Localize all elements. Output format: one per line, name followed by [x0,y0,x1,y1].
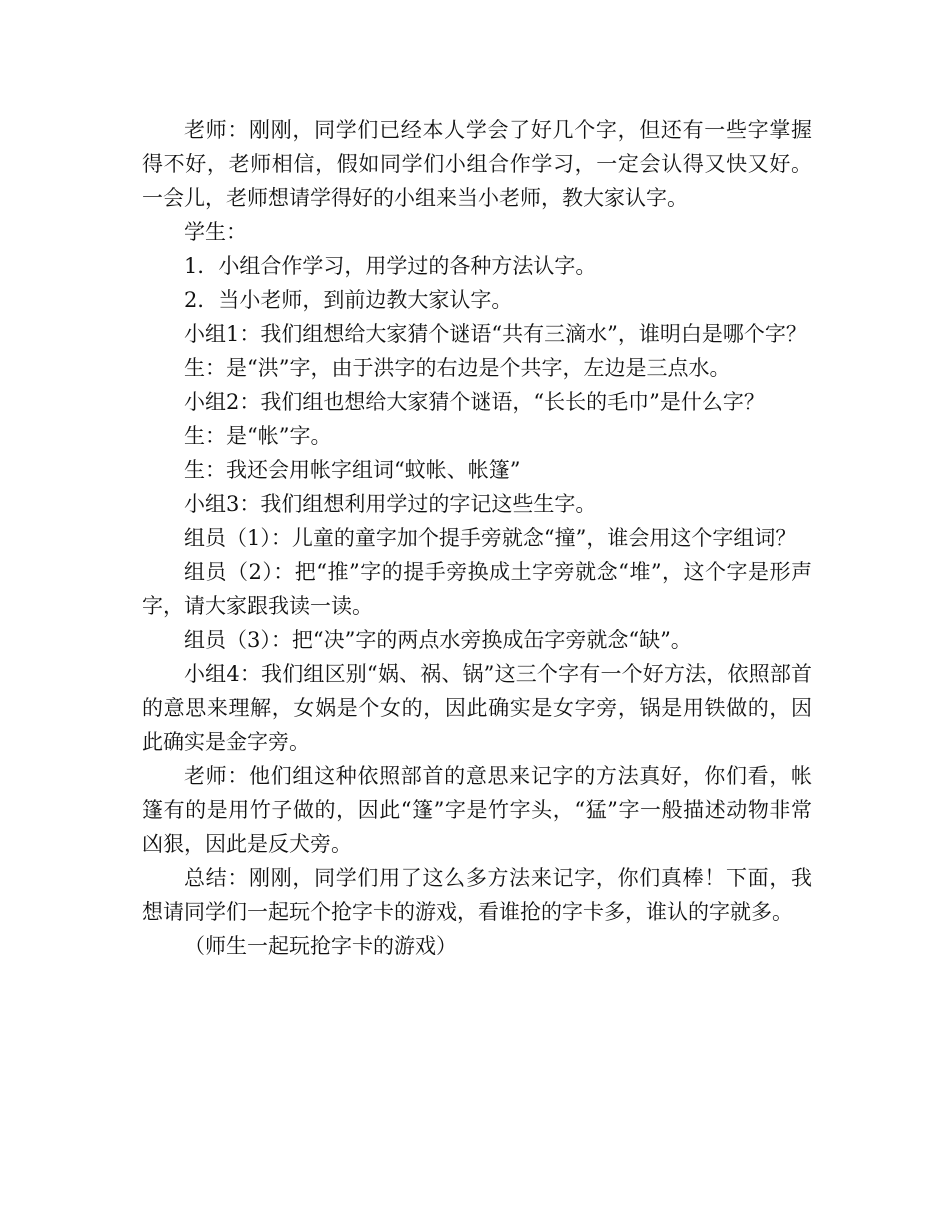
paragraph-member-2: 组员（2）：把“推”字的提手旁换成土字旁就念“堆”，这个字是形声字，请大家跟我读一读。 [142,560,812,618]
paragraph-member-1: 组员（1）：儿童的童字加个提手旁就念“撞”，谁会用这个字组词？ [184,526,797,550]
document-body [142,113,812,963]
paragraph-member-3: 组员（3）：把“决”字的两点水旁换成缶字旁就念“缺”。 [184,628,692,652]
paragraph-student-answer-1: 生：是“洪”字，由于洪字的右边是个共字，左边是三点水。 [184,356,731,380]
paragraph-activity-note: （师生一起玩抢字卡的游戏） [184,934,457,958]
paragraph-student-answer-3: 生：我还会用帐字组词“蚊帐、帐篷” [184,458,521,482]
paragraph-step-1: 1．小组合作学习，用学过的各种方法认字。 [184,254,597,278]
paragraph-step-2: 2．当小老师，到前边教大家认字。 [184,288,513,312]
paragraph-summary: 总结：刚刚，同学们用了这么多方法来记字，你们真棒！下面，我想请同学们一起玩个抢字卡的游戏，看谁抢的字卡多，谁认的字就多。 [142,866,812,924]
paragraph-group-2: 小组2：我们组也想给大家猜个谜语，“长长的毛巾”是什么字？ [184,390,765,414]
paragraph-group-1: 小组1：我们组想给大家猜个谜语“共有三滴水”，谁明白是哪个字？ [184,322,807,346]
paragraph-student-answer-2: 生：是“帐”字。 [184,424,332,448]
paragraph-teacher-comment: 老师：他们组这种依照部首的意思来记字的方法真好，你们看，帐篷有的是用竹子做的，因此“篷”字是竹字头，“猛”字一般描述动物非常凶狠，因此是反犬旁。 [142,764,812,856]
paragraph-teacher-intro: 老师：刚刚，同学们已经本人学会了好几个字，但还有一些字掌握得不好，老师相信，假如同学们小组合作学习，一定会认得又快又好。一会儿，老师想请学得好的小组来当小老师，教大家认字。 [142,118,812,210]
paragraph-group-4: 小组4：我们组区别“娲、祸、锅”这三个字有一个好方法，依照部首的意思来理解，女娲是个女的，因此确实是女字旁，锅是用铁做的，因此确实是金字旁。 [142,662,812,754]
paragraph-students-label: 学生： [184,220,247,244]
paragraph-group-3: 小组3：我们组想利用学过的字记这些生字。 [184,492,597,516]
